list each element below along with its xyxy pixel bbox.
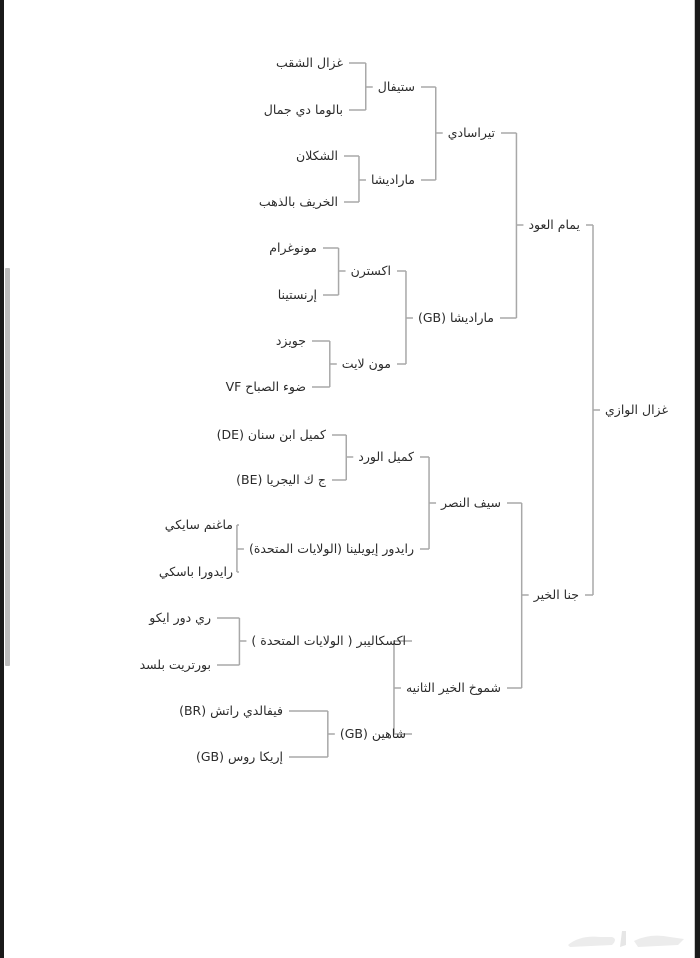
round2-entry: مارادیشا xyxy=(370,172,415,187)
semifinal-entry: جنا الخير xyxy=(533,587,579,602)
round1-entry: بورتريت بلسد xyxy=(139,657,211,672)
round1-entry: ضوء الصباح VF xyxy=(225,379,306,394)
round1-entry: الخريف بالذهب xyxy=(258,194,338,209)
quarterfinal-entry: سيف النصر xyxy=(441,495,501,510)
quarterfinal-entry: تيراسادي xyxy=(447,125,495,140)
round2-entry: رايدور إيويلينا (الولايات المتحدة) xyxy=(248,541,414,556)
round2-entry: ستيفال xyxy=(377,79,415,94)
round2-entry: مون لايت xyxy=(341,356,391,371)
round1-entry: فيفالدي راتش (BR) xyxy=(179,703,283,718)
round1-entry: بالوما دي جمال xyxy=(263,102,343,117)
semifinal-entry: يمام العود xyxy=(528,217,580,232)
round1-entry: ج ك اليجريا (BE) xyxy=(236,472,326,487)
champion-entry: غزال الوازي xyxy=(605,402,668,417)
quarterfinal-entry: شموخ الخير الثانيه xyxy=(405,680,501,695)
haraj-logo-icon xyxy=(560,925,690,957)
round1-entry: مونوغرام xyxy=(269,240,317,255)
round1-entry: إرنستينا xyxy=(277,287,317,302)
round1-entry: إريكا روس (GB) xyxy=(195,749,283,764)
round1-entry: ري دور ايكو xyxy=(149,610,211,625)
quarterfinal-entry: مارادیشا (GB) xyxy=(417,310,494,325)
round1-entry: كميل ابن سنان (DE) xyxy=(216,427,326,442)
round1-entry: رايدورا باسكي xyxy=(158,564,233,579)
round1-entry: الشكلان xyxy=(296,148,338,163)
round2-entry: اكسكاليبر ( الولايات المتحدة ) xyxy=(251,633,406,648)
round1-entry: غزال الشقب xyxy=(276,55,343,70)
round2-entry: شاهين (GB) xyxy=(339,726,406,741)
round2-entry: اكسترن xyxy=(350,263,391,278)
round2-entry: كميل الورد xyxy=(358,449,414,464)
round1-entry: جويزد xyxy=(275,333,306,348)
round1-entry: ماغنم سايكي xyxy=(164,517,233,532)
